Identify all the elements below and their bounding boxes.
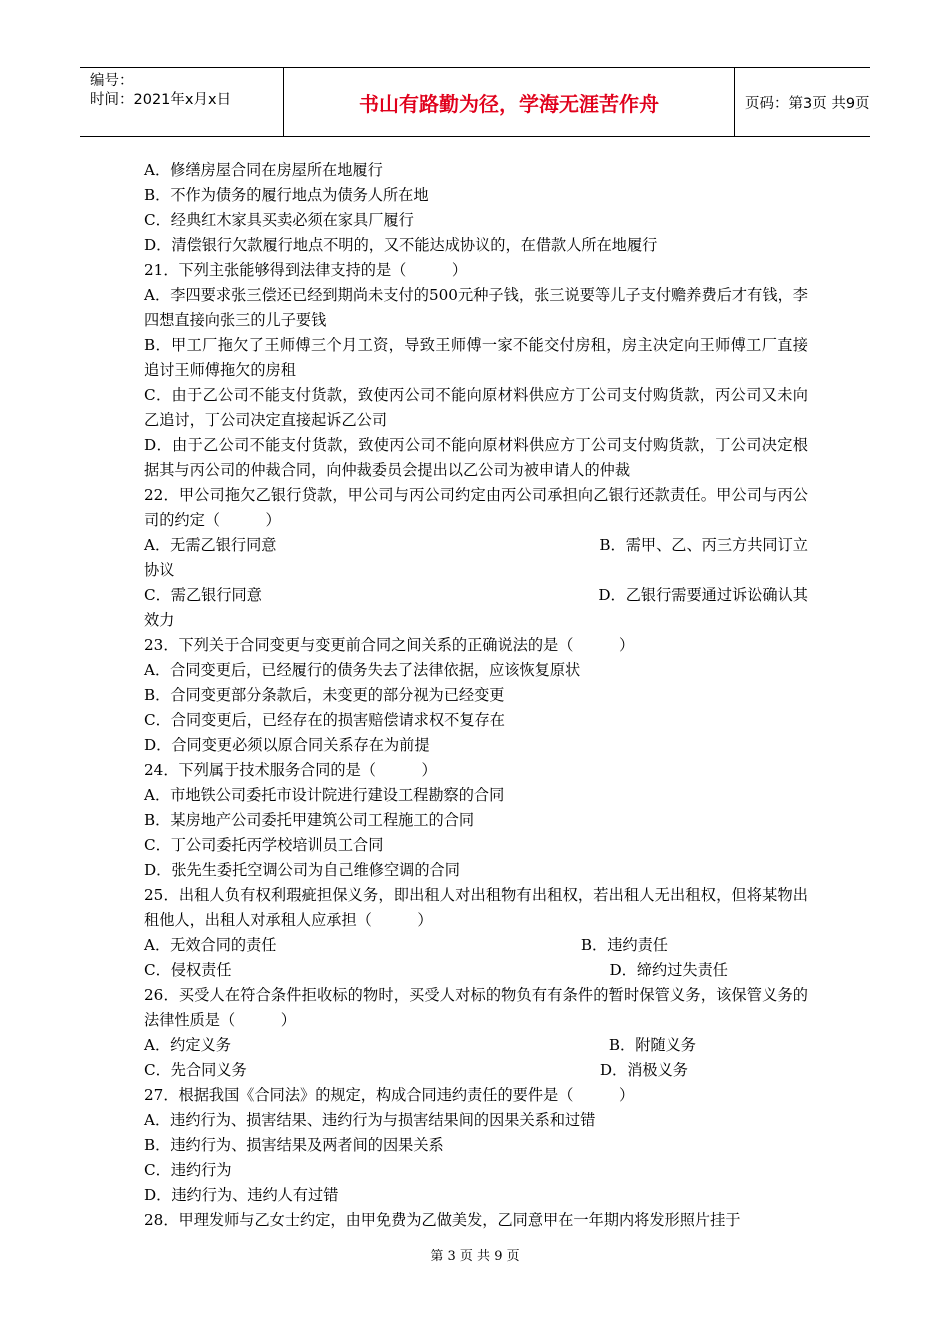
q22-options-row-1	[144, 533, 808, 558]
q27-option-d: D．违约行为、违约人有过错	[144, 1186, 339, 1204]
q25-options-row-1	[144, 933, 808, 958]
q21-option-c: C．由于乙公司不能支付货款，致使丙公司不能向原材料供应方丁公司支付购货款，丙公司又未向乙追讨，丁公司决定直接起诉乙公司	[144, 386, 808, 429]
q22-option-c: C．需乙银行同意	[144, 586, 262, 604]
q20-option-b: B．不作为债务的履行地点为债务人所在地	[144, 186, 429, 204]
q25-stem: 25．出租人负有权利瑕疵担保义务，即出租人对出租物有出租权，若出租人无出租权，但将某物出租他人，出租人对承租人应承担（ ）	[144, 886, 808, 929]
q24-option-c: C．丁公司委托丙学校培训员工合同	[144, 836, 384, 854]
q25-options-row-2	[144, 958, 808, 983]
q25-option-a: A．无效合同的责任	[144, 936, 277, 954]
q26-option-c: C．先合同义务	[144, 1061, 247, 1079]
q25-option-b: B．违约责任	[580, 936, 668, 954]
q21-option-a: A．李四要求张三偿还已经到期尚未支付的500元种子钱，张三说要等儿子支付赡养费后才有钱，李四想直接向张三的儿子要钱	[144, 286, 808, 329]
document-number-label: 编号：	[90, 73, 134, 89]
q28-stem: 28．甲理发师与乙女士约定，由甲免费为乙做美发，乙同意甲在一年期内将发形照片挂于	[144, 1211, 741, 1229]
q24-option-b: B．某房地产公司委托甲建筑公司工程施工的合同	[144, 811, 475, 829]
q22-option-a: A．无需乙银行同意	[144, 536, 277, 554]
page-footer: 第 3 页 共 9 页	[430, 1249, 520, 1264]
q27-stem: 27．根据我国《合同法》的规定，构成合同违约责任的要件是（ ）	[144, 1086, 635, 1104]
q26-option-b: B．附随义务	[608, 1036, 696, 1054]
q23-option-b: B．合同变更部分条款后，未变更的部分视为已经变更	[144, 686, 505, 704]
header-motto: 书山有路勤为径，学海无涯苦作舟	[283, 68, 735, 136]
q24-stem: 24．下列属于技术服务合同的是（ ）	[144, 761, 437, 779]
q22-option-d-continued: 效力	[144, 611, 175, 629]
header-meta	[80, 68, 283, 136]
q23-option-d: D．合同变更必须以原合同关系存在为前提	[144, 736, 430, 754]
q23-option-c: C．合同变更后，已经存在的损害赔偿请求权不复存在	[144, 711, 505, 729]
q23-stem: 23．下列关于合同变更与变更前合同之间关系的正确说法的是（ ）	[144, 636, 635, 654]
document-body	[144, 158, 808, 1233]
q22-stem: 22．甲公司拖欠乙银行贷款，甲公司与丙公司约定由丙公司承担向乙银行还款责任。甲公司与丙公司的约定（ ）	[144, 486, 808, 529]
q22-option-b-continued: 协议	[144, 561, 175, 579]
q20-option-d: D．清偿银行欠款履行地点不明的，又不能达成协议的，在借款人所在地履行	[144, 236, 658, 254]
q26-option-a: A．约定义务	[144, 1036, 231, 1054]
q22-options-row-2	[144, 583, 808, 608]
q21-option-b: B．甲工厂拖欠了王师傅三个月工资，导致王师傅一家不能交付房租，房主决定向王师傅工厂直接追讨王师傅拖欠的房租	[144, 336, 808, 379]
q26-stem: 26．买受人在符合条件拒收标的物时，买受人对标的物负有有条件的暂时保管义务，该保管义务的法律性质是（ ）	[144, 986, 808, 1029]
q27-option-c: C．违约行为	[144, 1161, 232, 1179]
q21-option-d: D．由于乙公司不能支付货款，致使丙公司不能向原材料供应方丁公司支付购货款，丁公司决定根据其与丙公司的仲裁合同，向仲裁委员会提出以乙公司为被申请人的仲裁	[144, 436, 808, 479]
q23-option-a: A．合同变更后，已经履行的债务失去了法律依据，应该恢复原状	[144, 661, 581, 679]
q22-option-b: B．需甲、乙、丙三方共同订立	[599, 536, 808, 554]
q22-option-d: D．乙银行需要通过诉讼确认其	[598, 586, 808, 604]
q20-option-c: C．经典红木家具买卖必须在家具厂履行	[144, 211, 414, 229]
q25-option-d: D．缔约过失责任	[609, 961, 728, 979]
header-page-label: 页码：第3页 共9页	[745, 95, 870, 112]
page-header	[80, 67, 870, 137]
q25-option-c: C．侵权责任	[144, 961, 232, 979]
q20-option-a: A．修缮房屋合同在房屋所在地履行	[144, 161, 383, 179]
q27-option-a: A．违约行为、损害结果、违约行为与损害结果间的因果关系和过错	[144, 1111, 596, 1129]
q21-stem: 21．下列主张能够得到法律支持的是（ ）	[144, 261, 468, 279]
q24-option-a: A．市地铁公司委托市设计院进行建设工程勘察的合同	[144, 786, 505, 804]
document-date-label: 时间：2021年x月x日	[90, 92, 232, 108]
q26-options-row-2	[144, 1058, 808, 1083]
q24-option-d: D．张先生委托空调公司为自己维修空调的合同	[144, 861, 460, 879]
q26-option-d: D．消极义务	[599, 1061, 688, 1079]
q26-options-row-1	[144, 1033, 808, 1058]
q27-option-b: B．违约行为、损害结果及两者间的因果关系	[144, 1136, 444, 1154]
